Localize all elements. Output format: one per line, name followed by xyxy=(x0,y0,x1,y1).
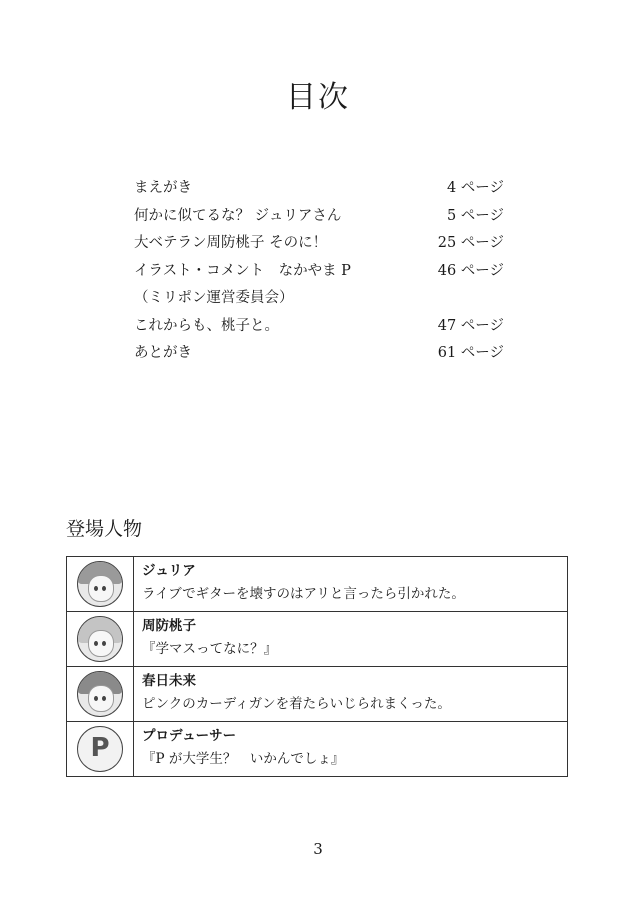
avatar-cell xyxy=(67,557,134,612)
toc-row xyxy=(134,259,504,287)
toc-title: （ミリポン運営委員会） xyxy=(134,290,294,306)
cast-info xyxy=(134,612,568,667)
toc-page: 46 ページ xyxy=(437,262,504,279)
julia-avatar-icon xyxy=(77,561,123,607)
table-of-contents xyxy=(134,176,504,369)
toc-title: イラスト・コメント なかやま P xyxy=(134,262,351,279)
momoko-avatar-icon xyxy=(77,616,123,662)
cast-name: 春日未来 xyxy=(142,673,196,689)
toc-title: 大ベテラン周防桃子 そのに！ xyxy=(134,235,328,251)
cast-name: ジュリア xyxy=(142,563,196,579)
toc-title: これからも、桃子と。 xyxy=(134,317,279,334)
cast-name: プロデューサー xyxy=(142,728,237,744)
toc-title: まえがき xyxy=(134,180,192,196)
toc-page: 4 ページ xyxy=(446,180,504,196)
cast-table xyxy=(66,556,568,777)
toc-page: 25 ページ xyxy=(437,235,504,251)
toc-title: 何かに似てるな？ ジュリアさん xyxy=(134,207,342,224)
page-number: 3 xyxy=(313,840,323,858)
cast-info xyxy=(134,722,568,777)
cast-desc: 『P が大学生？ いかんでしょ』 xyxy=(142,751,345,767)
avatar-cell xyxy=(67,612,134,667)
toc-row xyxy=(134,176,504,204)
toc-row xyxy=(134,286,504,314)
toc-page: 5 ページ xyxy=(446,207,504,224)
cast-desc: 『学マスってなに？』 xyxy=(142,641,278,657)
page-title: 目次 xyxy=(286,80,350,115)
table-row xyxy=(67,667,568,722)
cast-desc: ライブでギターを壊すのはアリと言ったら引かれた。 xyxy=(142,586,465,602)
table-row xyxy=(67,612,568,667)
avatar-cell xyxy=(67,722,134,777)
cast-info xyxy=(134,667,568,722)
toc-page: 47 ページ xyxy=(437,317,504,334)
cast-info xyxy=(134,557,568,612)
toc-row xyxy=(134,314,504,342)
toc-row xyxy=(134,231,504,259)
producer-avatar-icon: P xyxy=(77,726,123,772)
toc-row xyxy=(134,204,504,232)
toc-row xyxy=(134,341,504,369)
mirai-avatar-icon xyxy=(77,671,123,717)
cast-desc: ピンクのカーディガンを着たらいじられまくった。 xyxy=(142,696,451,712)
cast-name: 周防桃子 xyxy=(142,618,196,634)
avatar-cell xyxy=(67,667,134,722)
cast-heading: 登場人物 xyxy=(66,518,143,540)
table-row xyxy=(67,722,568,777)
table-row xyxy=(67,557,568,612)
toc-title: あとがき xyxy=(134,345,192,361)
toc-page: 61 ページ xyxy=(437,345,504,361)
